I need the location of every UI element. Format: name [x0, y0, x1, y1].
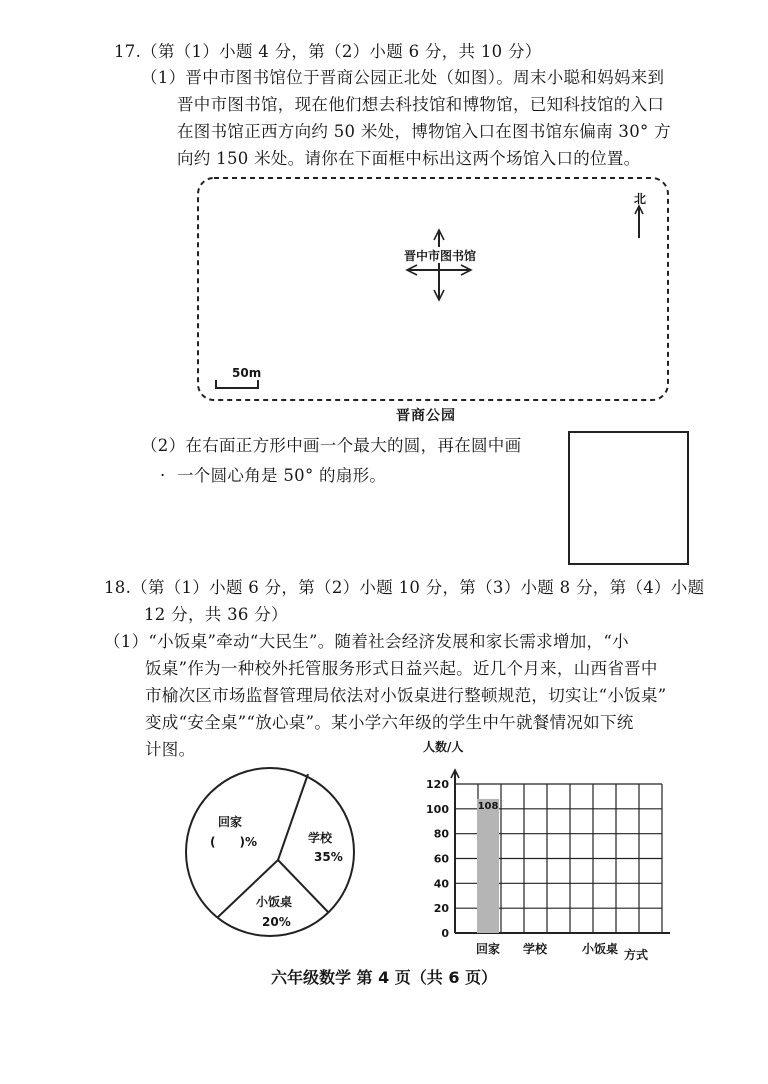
q18-p1-line: 饭桌”作为一种校外托管服务形式日益兴起。近几个月来，山西省晋中 — [145, 659, 658, 678]
bar-chart — [410, 735, 670, 970]
q17-p2-line: 一个圆心角是 50° 的扇形。 — [177, 466, 387, 485]
q18-header — [104, 574, 704, 628]
q17-p1-line: 晋中市图书馆，现在他们想去科技馆和博物馆，已知科技馆的入口 — [177, 95, 665, 114]
bar-回家 — [477, 799, 499, 933]
scale-label: 50m — [232, 366, 262, 380]
pie-value-school: 35% — [314, 850, 343, 864]
x-category-label: 学校 — [522, 942, 548, 956]
pie-label-canteen: 小饭桌 — [256, 895, 293, 909]
bar-marks — [477, 799, 499, 933]
y-tick-label: 100 — [426, 802, 449, 816]
q17-p1-line: 向约 150 米处。请你在下面框中标出这两个场馆入口的位置。 — [177, 149, 641, 168]
pie-value-home: ( )% — [210, 835, 257, 849]
y-tick-label: 60 — [433, 852, 449, 866]
square-drawing-area — [568, 431, 689, 565]
library-label: 晋中市图书馆 — [403, 249, 476, 263]
y-tick-label: 80 — [433, 827, 449, 841]
bar-y-axis-label: 人数/人 — [423, 740, 464, 754]
y-tick-label: 20 — [433, 902, 449, 916]
page-footer: 六年级数学 第 4 页（共 6 页） — [270, 968, 498, 987]
pie-label-school: 学校 — [308, 831, 333, 845]
q17-p2-mark: · — [160, 466, 166, 485]
q18-p1-line: 变成“安全桌”“放心桌”。某小学六年级的学生中午就餐情况如下统 — [145, 713, 634, 732]
q17-p1-line: （1）晋中市图书馆位于晋商公园正北处（如图）。周末小聪和妈妈来到 — [141, 68, 665, 87]
scale-bar — [216, 380, 258, 388]
bar-axes — [426, 770, 670, 956]
north-label: 北 — [633, 192, 646, 206]
x-category-label: 回家 — [475, 942, 501, 956]
park-map — [190, 170, 680, 405]
map-caption: 晋商公园 — [396, 408, 456, 424]
q17-header: 17.（第（1）小题 4 分，第（2）小题 6 分，共 10 分） — [114, 42, 542, 61]
x-category-label: 小饭桌 — [581, 942, 619, 956]
q17-p1-line: 在图书馆正西方向约 50 米处，博物馆入口在图书馆东偏南 30° 方 — [177, 122, 671, 141]
pie-label-home: 回家 — [218, 815, 243, 829]
q18-p1-line: 计图。 — [145, 740, 196, 759]
q18-p1-line: （1）“小饭桌”牵动“大民生”。随着社会经济发展和家长需求增加，“小 — [104, 632, 629, 651]
q18-p1-line: 市榆次区市场监督管理局依法对小饭桌进行整顿规范，切实让“小饭桌” — [145, 686, 667, 705]
y-tick-label: 120 — [426, 778, 449, 791]
bar-x-axis-label: 方式 — [624, 948, 649, 962]
q17-part1-text — [141, 64, 671, 172]
map-dashed-border — [198, 178, 668, 400]
pie-value-canteen: 20% — [262, 915, 291, 929]
q17-p2-line: （2）在右面正方形中画一个最大的圆，再在圆中画 — [141, 436, 522, 455]
q18-header-line: 18.（第（1）小题 6 分，第（2）小题 10 分，第（3）小题 8 分，第（4）小题 — [104, 578, 705, 597]
q18-header-line: 12 分，共 36 分） — [144, 605, 288, 624]
y-tick-label: 0 — [441, 927, 449, 940]
bar-data-label: 108 — [477, 800, 499, 812]
y-tick-label: 40 — [433, 877, 449, 891]
